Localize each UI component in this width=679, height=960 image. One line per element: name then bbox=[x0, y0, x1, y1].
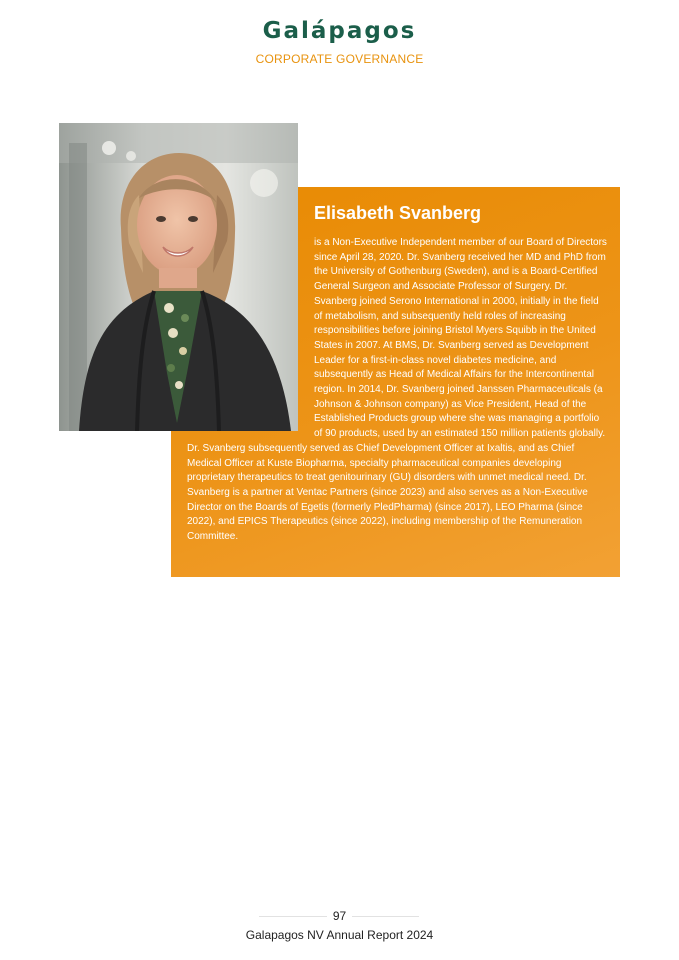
page-number bbox=[0, 909, 679, 923]
page-number-value: 97 bbox=[327, 909, 352, 923]
photo-wrap-spacer bbox=[187, 236, 314, 434]
company-logo: Galápagos bbox=[262, 18, 417, 44]
bio-text bbox=[187, 236, 607, 545]
bio-paragraph-2: Dr. Svanberg subsequently served as Chief Development Officer at Ixaltis, and as Chief Medical Officer at Kuste Biopharma, specialty pharmaceutical companies developing proprietary therapeutics to treat genitourinary (GU) disorders with unmet medical need. Dr. Svanberg is a partner at Ventac Partners (since 2023) and also serves as a Non-Executive Director on the Boards of Egetis (formerly PledPharma) (since 2017), LEO Pharma (since 2022), and EPICS Therapeutics (since 2022), including membership of the Remuneration Committee. bbox=[187, 442, 588, 543]
person-name: Elisabeth Svanberg bbox=[314, 203, 482, 223]
section-label: CORPORATE GOVERNANCE bbox=[255, 52, 424, 66]
bio-paragraph-1: is a Non-Executive Independent member of our Board of Directors since April 28, 2020. Dr. Svanberg received her MD and PhD from the University of Gothenburg (Sweden), and is a Board-Certified General Surgeon and Associate Professor of Surgery. Dr. Svanberg joined Serono International in 2000, initially in the field of metabolism, and subsequently held roles of increasing responsibilities before joining Bristol Myers Squibb in the United States in 2007. At BMS, Dr. Svanberg served as Development Leader for a first-in-class novel diabetes medicine, and subsequently as Head of Medical Affairs for the Intercontinental region. In 2014, Dr. Svanberg joined Janssen Pharmaceuticals (a Johnson & Johnson company) as Vice President, Head of the Established Products group where she was managing a portfolio of 90 products, used by an estimated 150 million patients globally. bbox=[314, 237, 607, 440]
report-title: Galapagos NV Annual Report 2024 bbox=[245, 928, 434, 942]
